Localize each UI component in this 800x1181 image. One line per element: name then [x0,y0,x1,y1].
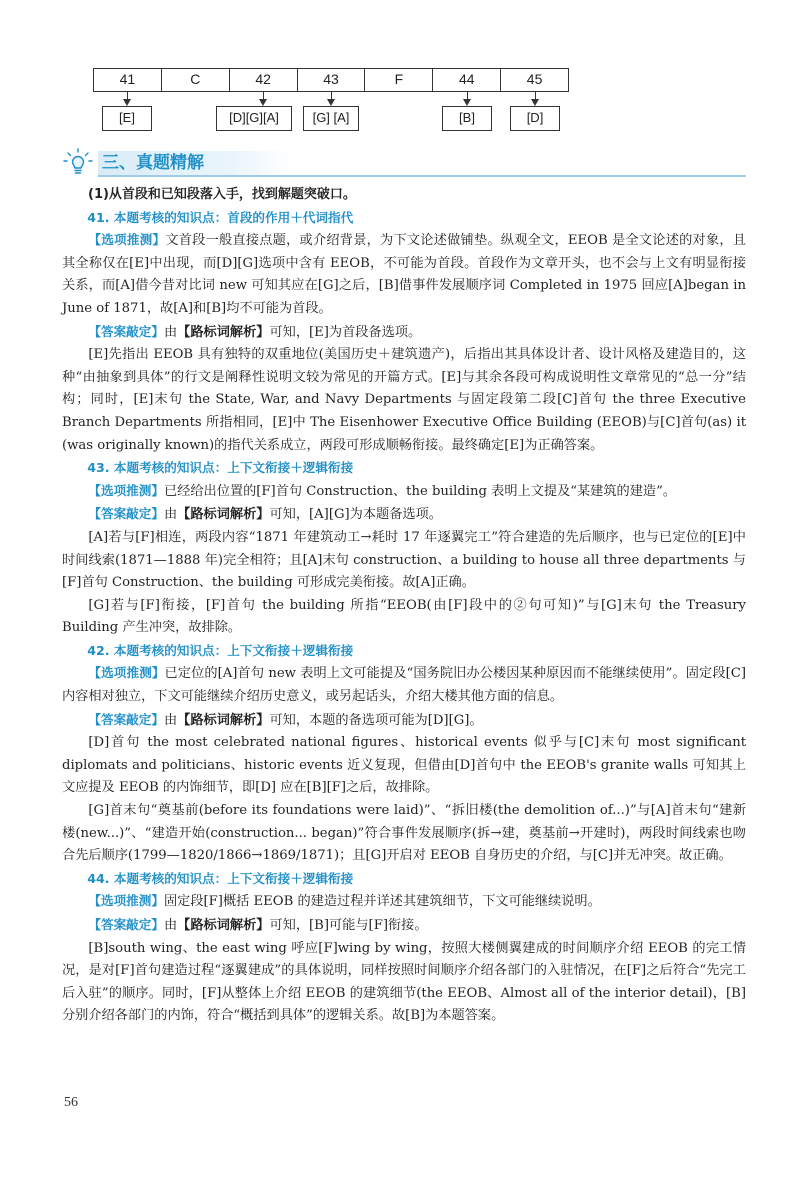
question-heading-41: 41. 本题考核的知识点：首段的作用＋代词指代 [87,209,354,225]
answer-confirm-paragraph [62,503,746,527]
sequence-cell: 42 [230,69,298,91]
question-heading-43: 43. 本题考核的知识点：上下文衔接＋逻辑衔接 [87,460,354,476]
candidate-box: [D][G][A] [216,106,292,131]
arrowhead [259,99,267,106]
option-prediction-tag: 【选项推测】 [88,893,164,909]
lightbulb-icon [62,148,94,178]
option-prediction-text: 已经给出位置的[F]首句 Construction、the building 表明上文提及“某建筑的建造”。 [163,483,677,499]
answer-confirm-text: 可知，[A][G]为本题备选项。 [269,507,442,523]
paragraph-order-diagram [0,0,800,140]
arrowhead [327,99,335,106]
answer-confirm-paragraph [62,321,746,345]
option-prediction-paragraph [62,480,746,504]
sequence-cell: 43 [298,69,366,91]
signpost-label: 【路标词解析】 [177,712,270,728]
option-prediction-text: 文首段一般直接点题，或介绍背景，为下文论述做铺垫。纵观全文，EEOB 是全文论述的对象，且其全称仅在[E]中出现，而[D][G]选项中含有 EEOB，不可能为首段。首段作为文章开头，也不会与上文有明显衔接关系，而[A]借今昔对比词 new 可知其应在[G]之后，[B]借事件发展顺序词 Completed in 1975 回应[A]began in June of 1871，故[A]和[B]均不可能为首段。 [62,233,746,316]
option-prediction-text: 固定段[F]概括 EEOB 的建造过程并详述其建筑细节，下文可能继续说明。 [163,894,601,910]
answer-confirm-text: 可知，[E]为首段备选项。 [269,324,422,340]
sequence-cell: C [162,69,230,91]
lead-sentence: (1)从首段和已知段落入手，找到解题突破口。 [88,187,356,202]
section-title: 三、真题精解 [98,151,292,175]
answer-confirm-text: 可知，[B]可能与[F]衔接。 [269,918,428,933]
arrowhead [123,99,131,106]
explanation-paragraph: [G]若与[F]衔接，[F]首句 the building 所指“EEOB(由[F]段中的②句可知)”与[G]末句 the Treasury Building 产生冲突，故排除。 [62,597,746,636]
section-divider [98,175,746,177]
option-prediction-tag: 【选项推测】 [88,665,165,681]
candidate-box: [G] [A] [303,106,359,131]
answer-confirm-paragraph [62,709,746,733]
explanation-paragraph: [B]south wing、the east wing 呼应[F]wing by wing，按照大楼侧翼建成的时间顺序介绍 EEOB 的完工情况，是对[F]首句建造过程“逐翼建成”的具体说明，同样按照时间顺序介绍各部门的入驻情况，在[F]之后符合“先完工后入驻”的顺序。同时，[F]从整体上介绍 EEOB 的建筑细节(the EEOB、Almost all of the interior detail)，[B]分别介绍各部门的内饰，符合“概括到具体”的逻辑关系。故[B]为本题答案。 [62,940,746,1024]
sequence-cell: 44 [433,69,501,91]
section-header [62,148,746,178]
candidate-box: [E] [102,106,152,131]
answer-confirm-tag: 【答案敲定】 [88,323,164,339]
answer-confirm-tag: 【答案敲定】 [88,506,164,522]
option-prediction-paragraph [62,890,746,914]
option-prediction-paragraph [62,662,746,708]
analysis-body [62,184,746,1028]
option-prediction-paragraph [62,229,746,320]
answer-confirm-prefix: 由 [163,507,178,523]
sequence-cell: 41 [94,69,162,91]
paragraph-sequence-row [93,68,569,92]
answer-confirm-prefix: 由 [163,918,178,933]
option-prediction-tag: 【选项推测】 [88,232,166,248]
question-heading-44: 44. 本题考核的知识点：上下文衔接＋逻辑衔接 [87,870,354,886]
explanation-paragraph: [G]首末句“奠基前(before its foundations were laid)”、“拆旧楼(the demolition of...)”与[A]首末句“建新楼(new...)”、“建造开始(construction... began)”符合事件发展顺序(拆→建，奠基前→开建时)，两段时间线索也吻合先后顺序(1799—1820/1866→1869/1871)；且[G]开启对 EEOB 自身历史的介绍，与[C]并无冲突。故正确。 [62,803,746,864]
page-number: 56 [64,1095,78,1110]
explanation-paragraph: [E]先指出 EEOB 具有独特的双重地位(美国历史＋建筑遗产)，后指出其具体设计者、设计风格及建造目的，这种“由抽象到具体”的行文是阐释性说明文较为常见的开篇方式。[E]与其余各段可构成说明性文章常见的“总一分”结构；同时，[E]末句 the State, War, and Navy Departments 与固定段第二段[C]首句 the three Executive Branch Departments 所指相同，[E]中 The Eisenhower Executive Office Building (EEOB)与[C]首句(as) it (was originally known)的指代关系成立，两段可形成顺畅衔接。最终确定[E]为正确答案。 [62,347,746,453]
explanation-paragraph: [D]首句 the most celebrated national figures、historical events 似乎与[C]末句 most significant diplomats and politicians、historic events 近义复现，但借由[D]首句中 the EEOB's granite walls 可知其上文应提及 EEOB 的内饰细节，即[D] 应在[B][F]之后，故排除。 [62,735,746,796]
explanation-paragraph: [A]若与[F]相连，两段内容“1871 年建筑动工→耗时 17 年逐翼完工”符合建造的先后顺序，也与已定位的[E]中时间线索(1871—1888 年)完全相符；且[A]末句 construction、a building to house all three departments 与[F]首句 Construction、the building 可形成完美衔接。故[A]正确。 [62,529,746,591]
sequence-cell: F [365,69,433,91]
answer-confirm-paragraph [62,914,746,938]
answer-confirm-prefix: 由 [163,324,178,340]
answer-confirm-tag: 【答案敲定】 [88,711,164,727]
answer-confirm-tag: 【答案敲定】 [88,917,164,932]
candidate-box: [D] [510,106,560,131]
sequence-cell: 45 [526,71,543,87]
answer-confirm-text: 可知，本题的备选项可能为[D][G]。 [269,712,483,728]
option-prediction-text: 已定位的[A]首句 new 表明上文可能提及“国务院旧办公楼因某种原因而不能继续使用”。固定段[C]内容相对独立，下文可能继续介绍历史意义，或另起话头，介绍大楼其他方面的信息。 [62,666,746,705]
signpost-label: 【路标词解析】 [177,507,270,523]
answer-confirm-prefix: 由 [163,712,178,728]
signpost-label: 【路标词解析】 [177,324,270,340]
candidate-box: [B] [442,106,492,131]
arrowhead [531,99,539,106]
arrowhead [463,99,471,106]
question-heading-42: 42. 本题考核的知识点：上下文衔接＋逻辑衔接 [87,642,354,658]
signpost-label: 【路标词解析】 [177,918,270,933]
option-prediction-tag: 【选项推测】 [88,482,164,498]
